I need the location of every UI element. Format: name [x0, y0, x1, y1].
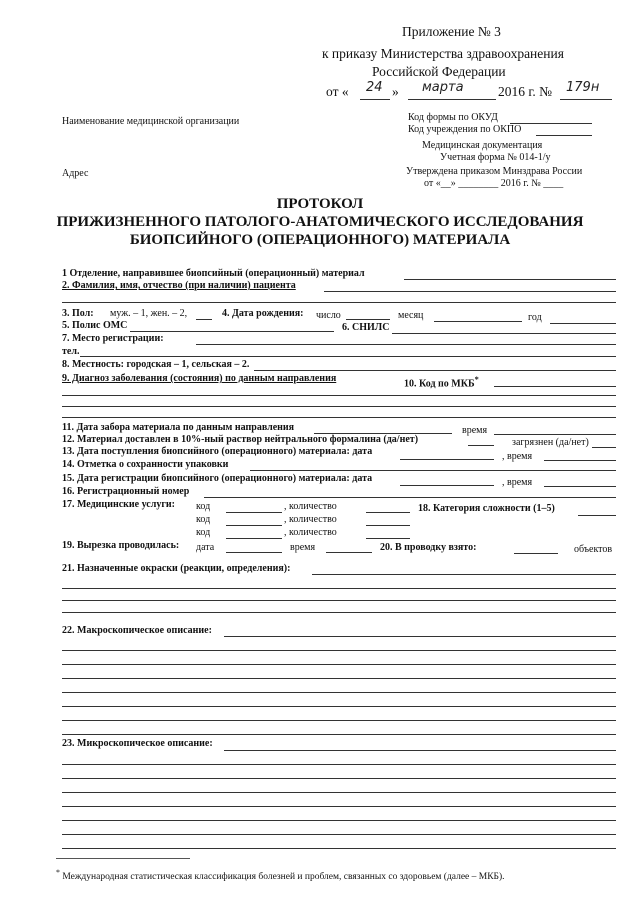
field-14-input[interactable] — [250, 470, 616, 471]
field-17-qty-input-1[interactable] — [366, 512, 410, 513]
field-17-code-label-3: код — [196, 527, 211, 538]
field-13-time-input[interactable] — [544, 460, 616, 461]
field-4-label: 4. Дата рождения: — [222, 308, 304, 319]
field-10-footnote-mark: * — [474, 375, 479, 384]
order-date-year: 2016 г. № — [498, 84, 553, 99]
field-11-time-input[interactable] — [494, 434, 616, 435]
field-19-label: 19. Вырезка проводилась: — [62, 540, 180, 551]
org-name-label: Наименование медицинской организации — [62, 116, 240, 127]
okud-field[interactable] — [510, 123, 592, 124]
field-12-input[interactable] — [468, 445, 494, 446]
protocol-subtitle-1: ПРИЖИЗНЕННОГО ПАТОЛОГО-АНАТОМИЧЕСКОГО ИССЛЕДОВАНИЯ — [56, 214, 584, 230]
field-15-label: 15. Дата регистрации биопсийного (операционного) материала: дата — [62, 473, 373, 484]
okpo-label: Код учреждения по ОКПО — [408, 124, 522, 135]
field-7-label: 7. Место регистрации: — [62, 333, 164, 344]
field-17-label: 17. Медицинские услуги: — [62, 499, 175, 510]
field-17-qty-label-3: , количество — [284, 527, 337, 538]
field-13-time-label: , время — [502, 451, 533, 462]
field-8-label: 8. Местность: городская – 1, сельская – 2. — [62, 359, 250, 370]
field-2-label: 2. Фамилия, имя, отчество (при наличии) пациента — [62, 280, 296, 291]
field-17-qty-label-1: , количество — [284, 501, 337, 512]
field-21-input-2[interactable] — [62, 600, 616, 601]
order-line: к приказу Министерства здравоохранения — [322, 46, 564, 61]
field-18-input[interactable] — [578, 515, 616, 516]
okud-label: Код формы по ОКУД — [408, 112, 498, 123]
field-7-tel-input[interactable] — [80, 356, 616, 357]
federation-line: Российской Федерации — [372, 64, 506, 79]
order-date-month: марта — [422, 80, 464, 95]
footnote-divider — [56, 858, 190, 859]
field-17-qty-input-2[interactable] — [366, 525, 410, 526]
field-22-input-6[interactable] — [62, 720, 616, 721]
field-21-input-0[interactable] — [312, 574, 616, 575]
field-22-input-0[interactable] — [224, 636, 616, 637]
order-date-close-quote: » — [392, 84, 399, 99]
field-22-input-2[interactable] — [62, 664, 616, 665]
field-14-label: 14. Отметка о сохранности упаковки — [62, 459, 229, 470]
field-4-day-input[interactable] — [346, 319, 390, 320]
field-12-label: 12. Материал доставлен в 10%-ный раствор нейтрального формалина (да/нет) — [62, 434, 419, 445]
order-date-prefix: от « — [326, 84, 349, 99]
field-20-objects-label: объектов — [574, 544, 613, 555]
field-5-label: 5. Полис ОМС — [62, 320, 128, 331]
form-number: Учетная форма № 014-1/у — [440, 152, 551, 163]
field-22-label: 22. Макроскопическое описание: — [62, 625, 212, 636]
field-10-label — [404, 375, 479, 389]
field-9-label: 9. Диагноз заболевания (состояния) по данным направления — [62, 373, 337, 384]
field-23-input-3[interactable] — [62, 792, 616, 793]
order-number: 179н — [566, 80, 600, 95]
field-17-code-input-1[interactable] — [226, 512, 282, 513]
field-6-label: 6. СНИЛС — [342, 322, 390, 333]
field-19-time-input[interactable] — [326, 552, 372, 553]
field-2-input-extra[interactable] — [62, 302, 616, 303]
field-1-label: 1 Отделение, направившее биопсийный (операционный) материал — [62, 268, 365, 279]
field-19-time-label: время — [290, 542, 316, 553]
field-15-date-input[interactable] — [400, 485, 494, 486]
field-7-tel-label: тел. — [62, 346, 80, 357]
field-21-input-1[interactable] — [62, 588, 616, 589]
field-11-label: 11. Дата забора материала по данным направления — [62, 422, 295, 433]
field-22-input-1[interactable] — [62, 650, 616, 651]
field-9-input-2[interactable] — [62, 406, 616, 407]
field-17-code-label-2: код — [196, 514, 211, 525]
field-4-month-input[interactable] — [434, 321, 522, 322]
org-address-label: Адрес — [62, 168, 89, 179]
field-10-input[interactable] — [494, 386, 616, 387]
field-10-text: 10. Код по МКБ — [404, 378, 475, 390]
field-23-label: 23. Микроскопическое описание: — [62, 738, 213, 749]
field-23-input-2[interactable] — [62, 778, 616, 779]
protocol-subtitle-2: БИОПСИЙНОГО (ОПЕРАЦИОННОГО) МАТЕРИАЛА — [129, 232, 511, 248]
field-15-time-input[interactable] — [544, 486, 616, 487]
field-23-input-7[interactable] — [62, 848, 616, 849]
okpo-field[interactable] — [536, 135, 592, 136]
field-23-input-6[interactable] — [62, 834, 616, 835]
field-23-input-4[interactable] — [62, 806, 616, 807]
field-4-day-label: число — [316, 310, 341, 321]
field-19-date-label: дата — [196, 542, 215, 553]
field-22-input-4[interactable] — [62, 692, 616, 693]
field-20-label: 20. В проводку взято: — [380, 542, 477, 553]
field-4-year-input[interactable] — [550, 323, 616, 324]
field-11-time-label: время — [462, 425, 488, 436]
field-9-input-1[interactable] — [62, 395, 616, 396]
field-20-input[interactable] — [514, 553, 558, 554]
approved-by: Утверждена приказом Минздрава России — [406, 166, 583, 177]
order-date-day: 24 — [366, 80, 383, 95]
field-15-time-label: , время — [502, 477, 533, 488]
field-9-input-3[interactable] — [62, 417, 616, 418]
field-13-date-input[interactable] — [400, 459, 494, 460]
field-17-code-input-2[interactable] — [226, 525, 282, 526]
field-22-input-5[interactable] — [62, 706, 616, 707]
field-7-input[interactable] — [196, 344, 616, 345]
field-17-qty-label-2: , количество — [284, 514, 337, 525]
field-21-input-3[interactable] — [62, 612, 616, 613]
footnote-mark: * — [56, 868, 60, 877]
field-4-month-label: месяц — [398, 310, 424, 321]
field-5-input[interactable] — [130, 331, 334, 332]
field-22-input-7[interactable] — [62, 734, 616, 735]
field-23-input-1[interactable] — [62, 764, 616, 765]
field-6-input[interactable] — [392, 333, 616, 334]
field-21-label: 21. Назначенные окраски (реакции, определения): — [62, 563, 291, 574]
field-1-input[interactable] — [404, 279, 616, 280]
field-2-input[interactable] — [324, 291, 616, 292]
field-12-contam-label: загрязнен (да/нет) — [512, 437, 589, 448]
footnote-text: Международная статистическая классификация болезней и проблем, связанных со здоровьем (далее – МКБ). — [62, 872, 505, 883]
field-12-contam-input[interactable] — [592, 447, 616, 448]
medical-documentation: Медицинская документация — [422, 140, 543, 151]
field-8-input[interactable] — [254, 370, 616, 371]
field-16-label: 16. Регистрационный номер — [62, 486, 190, 497]
footnote — [56, 868, 505, 882]
field-17-qty-input-3[interactable] — [366, 538, 410, 539]
approved-date: от «__» ________ 2016 г. № ____ — [424, 178, 564, 189]
field-22-input-3[interactable] — [62, 678, 616, 679]
field-3-label: 3. Пол: — [62, 308, 94, 319]
field-13-label: 13. Дата поступления биопсийного (операционного) материала: дата — [62, 446, 373, 457]
field-23-input-0[interactable] — [224, 750, 616, 751]
field-4-year-label: год — [528, 312, 542, 323]
field-3-input[interactable] — [196, 319, 212, 320]
field-23-input-5[interactable] — [62, 820, 616, 821]
field-17-code-input-3[interactable] — [226, 538, 282, 539]
protocol-title: ПРОТОКОЛ — [276, 196, 364, 212]
field-19-date-input[interactable] — [226, 552, 282, 553]
field-18-label: 18. Категория сложности (1–5) — [418, 503, 555, 514]
field-3-options: муж. – 1, жен. – 2, — [110, 308, 188, 319]
field-16-input[interactable] — [204, 497, 616, 498]
field-17-code-label-1: код — [196, 501, 211, 512]
appendix-number: Приложение № 3 — [402, 24, 501, 39]
